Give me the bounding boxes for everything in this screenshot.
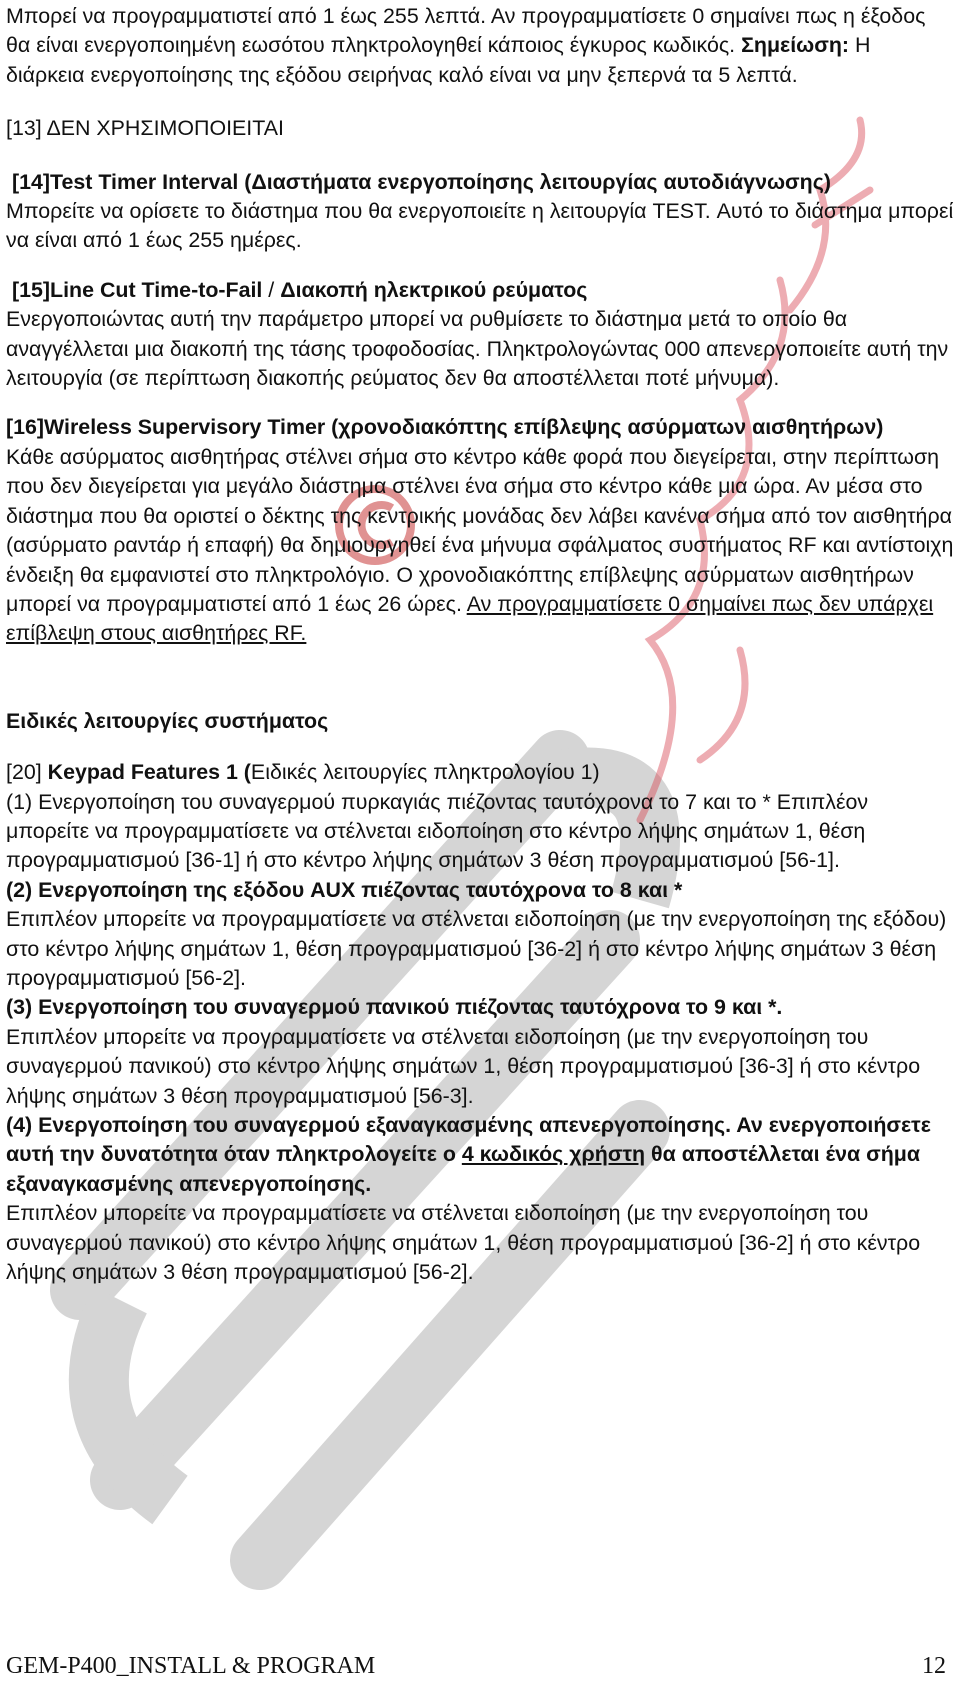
page-footer	[6, 1652, 946, 1680]
section-16-body	[6, 443, 954, 649]
section-15-body: Ενεργοποιώντας αυτή την παράμετρο μπορεί να ρυθμίσετε το διάστημα μετά το οποίο θα αναγγέλλεται μια διακοπή της τάσης τροφοδοσίας. Πληκτρολογώντας 000 απενεργοποιείτε αυτή την λειτουργία (σε περίπτωση διακοπής ρεύματος δεν θα αποστέλλεται ποτέ μήνυμα).	[6, 307, 949, 391]
intro-text: Μπορεί να προγραμματιστεί από 1 έως 255 λεπτά. Αν προγραμματίσετε 0 σημαίνει πως η έξοδος θα είναι ενεργοποιημένη εωσότου πληκτρολογηθεί κάποιος έγκυρος κωδικός.	[6, 4, 926, 58]
section-20-title	[6, 758, 954, 787]
section-20-title-en: Keypad Features 1 (	[47, 760, 251, 785]
section-15-title-gr: Διακοπή ηλεκτρικού ρεύματος	[280, 277, 588, 302]
section-16-text: Κάθε ασύρματος αισθητήρας στέλνει σήμα στο κέντρο κάθε φορά που διεγείρεται, στην περίπτωση που δεν διεγείρεται για μεγάλο διάστημα στέλνει ένα σήμα στο κέντρο κάθε μια ώρα. Αν μέσα στο διάστημα που θα οριστεί ο δέκτης της κεντρικής μονάδας δεν λάβει κανένα σήμα από τον αισθητήρα (ασύρματο ραντάρ ή επαφή) θα δημιουργηθεί ένα μήνυμα σφάλματος συστήματος RF και αντίστοιχη ένδειξη θα εμφανιστεί στο πληκτρολόγιο. Ο χρονοδιακόπτης επίβλεψης ασύρματων αισθητήρων μπορεί να προγραμματιστεί από 1 έως 26 ώρες.	[6, 444, 954, 616]
page-number: 12	[922, 1653, 946, 1679]
section-15-title-en: [15]Line Cut Time-to-Fail	[12, 277, 263, 302]
document-body	[6, 2, 954, 1287]
section-20-item-3-title: (3) Ενεργοποίηση του συναγερμού πανικού πιέζοντας ταυτόχρονα το 9 και *.	[6, 995, 783, 1020]
special-functions-heading: Ειδικές λειτουργίες συστήματος	[6, 708, 329, 733]
section-20-item-4-body: Επιπλέον μπορείτε να προγραμματίσετε να στέλνεται ειδοποίηση (με την ενεργοποίηση του συναγερμού πανικού) στο κέντρο λήψης σημάτων 1, θέση προγραμματισμού [36-2] ή στο κέντρο λήψης σημάτων 3 θέση προγραμματισμού [56-2].	[6, 1201, 921, 1285]
section-20-item-4-text-b: θα αποστέλλεται ένα σήμα εξαναγκασμένης απενεργοποίησης.	[6, 1142, 921, 1196]
section-20-item-4-underlined: 4 κωδικός χρήστη	[461, 1142, 646, 1167]
footer-document-title: GEM-P400_INSTALL & PROGRAM	[6, 1653, 376, 1679]
section-14-title: [14]Test Timer Interval (Διαστήματα ενεργοποίησης λειτουργίας αυτοδιάγνωσης)	[12, 169, 831, 194]
section-20-item-2-body: Επιπλέον μπορείτε να προγραμματίσετε να στέλνεται ειδοποίηση (με την ενεργοποίηση της εξόδου) στο κέντρο λήψης σημάτων 1, θέση προγραμματισμού [36-2] ή στο κέντρο λήψης σημάτων 3 θέση προγραμματισμού [56-2].	[6, 907, 947, 990]
section-20-item-1: (1) Ενεργοποίηση του συναγερμού πυρκαγιάς πιέζοντας ταυτόχρονα το 7 και το * Επιπλέον μπορείτε να προγραμματίσετε να στέλνεται ειδοποίηση στο κέντρο λήψης σημάτων 1, θέση προγραμματισμού [36-1] ή στο κέντρο λήψης σημάτων 3 θέση προγραμματισμού [56-1].	[6, 789, 869, 873]
section-15-title-sep: /	[262, 277, 281, 302]
section-20-title-gr: Ειδικές λειτουργίες πληκτρολογίου 1)	[250, 760, 600, 785]
section-20-item-4-title	[6, 1111, 954, 1199]
section-16-title: [16]Wireless Supervisory Timer (χρονοδιακόπτης επίβλεψης ασύρματων αισθητήρων)	[6, 415, 884, 440]
section-15-title	[6, 276, 954, 305]
note-label: Σημείωση:	[741, 33, 850, 58]
section-20-item-3-body: Επιπλέον μπορείτε να προγραμματίσετε να στέλνεται ειδοποίηση (με την ενεργοποίηση του συναγερμού πανικού) στο κέντρο λήψης σημάτων 1, θέση προγραμματισμού [36-3] ή στο κέντρο λήψης σημάτων 3 θέση προγραμματισμού [56-3].	[6, 1024, 921, 1108]
section-20-item-4-text-a: (4) Ενεργοποίηση του συναγερμού εξαναγκασμένης απενεργοποίησης. Αν ενεργοποιήσετε αυτή την δυνατότητα όταν πληκτρολογείτε ο	[6, 1113, 931, 1167]
section-14-body: Μπορείτε να ορίσετε το διάστημα που θα ενεργοποιείτε η λειτουργία TEST. Αυτό το διάστημα μπορεί να είναι από 1 έως 255 ημέρες.	[6, 199, 954, 253]
section-20-item-2-title: (2) Ενεργοποίηση της εξόδου AUX πιέζοντας ταυτόχρονα το 8 και *	[6, 877, 683, 902]
intro-paragraph	[6, 2, 954, 90]
section-13-title: [13] ΔΕΝ ΧΡΗΣΙΜΟΠΟΙΕΙΤΑΙ	[6, 116, 284, 141]
section-16-underlined: Αν προγραμματίσετε 0 σημαίνει πως δεν υπάρχει επίβλεψη στους αισθητήρες RF.	[6, 591, 934, 646]
note-text: Η διάρκεια ενεργοποίησης της εξόδου σειρήνας καλό είναι να μην ξεπερνά τα 5 λεπτά.	[6, 33, 871, 87]
section-20-prefix: [20]	[6, 760, 48, 785]
